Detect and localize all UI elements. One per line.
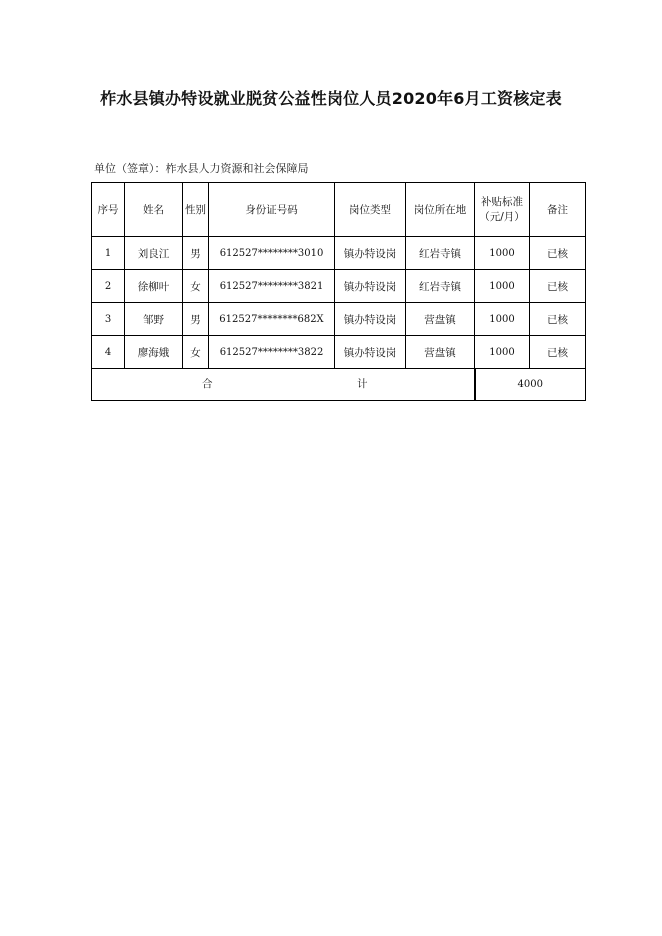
- cell-remark: 已核: [530, 270, 586, 303]
- document-title: 柞水县镇办特设就业脱贫公益性岗位人员2020年6月工资核定表: [100, 89, 562, 108]
- cell-remark: 已核: [530, 303, 586, 336]
- cell-seq: 4: [92, 336, 125, 369]
- cell-gender: 女: [183, 336, 209, 369]
- cell-subsidy: 1000: [475, 303, 530, 336]
- table-row: [92, 336, 586, 369]
- header-gender: 性别: [183, 183, 209, 237]
- cell-post-location: 营盘镇: [406, 303, 475, 336]
- table-row: [92, 303, 586, 336]
- cell-subsidy: 1000: [475, 336, 530, 369]
- header-name: 姓名: [125, 183, 183, 237]
- header-id-number: 身份证号码: [209, 183, 335, 237]
- total-row: [92, 369, 586, 401]
- cell-id-number: 612527********3010: [209, 237, 335, 270]
- cell-post-type: 镇办特设岗: [335, 303, 406, 336]
- header-seq: 序号: [92, 183, 125, 237]
- total-label-right: 计: [357, 378, 368, 390]
- table-row: [92, 270, 586, 303]
- header-subsidy-line1: 补贴标准: [481, 195, 523, 208]
- cell-name: 徐柳叶: [125, 270, 183, 303]
- cell-id-number: 612527********3822: [209, 336, 335, 369]
- cell-seq: 1: [92, 237, 125, 270]
- header-subsidy-line2: （元/月）: [479, 210, 525, 223]
- unit-label: 单位（签章）：柞水县人力资源和社会保障局: [94, 162, 309, 175]
- cell-seq: 3: [92, 303, 125, 336]
- cell-post-location: 红岩寺镇: [406, 270, 475, 303]
- cell-id-number: 612527********682X: [209, 303, 335, 336]
- cell-name: 廖海娥: [125, 336, 183, 369]
- table-row: [92, 237, 586, 270]
- cell-seq: 2: [92, 270, 125, 303]
- wage-table: [91, 182, 586, 401]
- header-remark: 备注: [530, 183, 586, 237]
- cell-gender: 男: [183, 303, 209, 336]
- cell-post-location: 营盘镇: [406, 336, 475, 369]
- header-post-location: 岗位所在地: [406, 183, 475, 237]
- cell-post-type: 镇办特设岗: [335, 237, 406, 270]
- cell-remark: 已核: [530, 237, 586, 270]
- table-header-row: [92, 183, 586, 237]
- header-post-type: 岗位类型: [335, 183, 406, 237]
- cell-name: 邹野: [125, 303, 183, 336]
- cell-post-type: 镇办特设岗: [335, 270, 406, 303]
- cell-remark: 已核: [530, 336, 586, 369]
- cell-post-type: 镇办特设岗: [335, 336, 406, 369]
- cell-gender: 男: [183, 237, 209, 270]
- total-label-cell: [92, 369, 475, 401]
- total-value: 4000: [475, 369, 586, 401]
- cell-name: 刘良江: [125, 237, 183, 270]
- header-subsidy: [475, 183, 530, 237]
- cell-id-number: 612527********3821: [209, 270, 335, 303]
- total-label-left: 合: [202, 378, 213, 390]
- cell-subsidy: 1000: [475, 237, 530, 270]
- cell-post-location: 红岩寺镇: [406, 237, 475, 270]
- cell-gender: 女: [183, 270, 209, 303]
- cell-subsidy: 1000: [475, 270, 530, 303]
